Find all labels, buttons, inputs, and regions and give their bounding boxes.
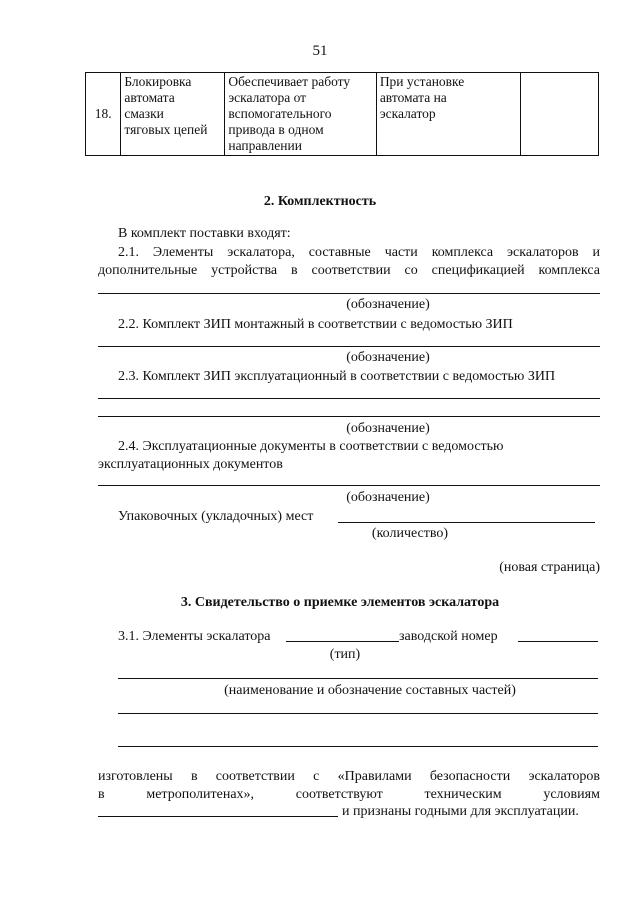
new-page-note: (новая страница) xyxy=(499,560,600,575)
row-function-line: эскалатора от xyxy=(228,90,307,105)
section2-intro: В комплект поставки входят: xyxy=(118,226,291,241)
fill-line xyxy=(286,641,399,642)
quantity-caption: (количество) xyxy=(371,526,449,541)
certificate-text-line3: и признаны годными для эксплуатации. xyxy=(342,804,579,819)
designation-caption: (обозначение) xyxy=(346,421,430,436)
row-name-line: автомата xyxy=(124,90,175,105)
row-function-line: направлении xyxy=(228,138,302,153)
item-2-4-line2: эксплуатационных документов xyxy=(98,457,283,472)
fill-line xyxy=(98,398,600,399)
fill-line xyxy=(118,746,598,747)
type-caption: (тип) xyxy=(329,647,361,662)
certificate-text-line1: изготовлены в соответствии с «Правилами безопасности эскалаторов xyxy=(98,769,600,784)
row-note-cell xyxy=(521,73,599,156)
parts-caption: (наименование и обозначение составных частей) xyxy=(224,683,516,698)
section2-title: 2. Комплектность xyxy=(263,194,377,209)
fill-line xyxy=(98,346,600,347)
word: техническим xyxy=(424,787,502,802)
word: соответствуют xyxy=(295,787,383,802)
item-3-1-prefix: 3.1. Элементы эскалатора xyxy=(118,629,271,644)
row-name-cell xyxy=(121,73,225,156)
fill-line xyxy=(118,713,598,714)
row-condition-line: автомата на xyxy=(379,90,447,105)
item-2-1-line2: дополнительные устройства в соответствии со спецификацией комплекса xyxy=(98,263,600,278)
item-2-2: 2.2. Комплект ЗИП монтажный в соответствии с ведомостью ЗИП xyxy=(118,317,513,332)
packages-label: Упаковочных (укладочных) мест xyxy=(118,509,314,524)
page-number: 51 xyxy=(312,43,328,59)
item-2-4-line1: 2.4. Эксплуатационные документы в соответствии с ведомостью xyxy=(118,439,504,454)
table-row xyxy=(86,73,599,156)
certificate-text-line2 xyxy=(98,786,600,803)
fill-line xyxy=(338,522,595,523)
row-name-line: смазки xyxy=(124,106,164,121)
item-2-1-line1: 2.1. Элементы эскалатора, составные части комплекса эскалаторов и xyxy=(118,245,600,260)
fill-line xyxy=(98,293,600,294)
fill-line xyxy=(98,816,338,817)
fill-line xyxy=(98,416,600,417)
word: в xyxy=(98,787,105,802)
designation-caption: (обозначение) xyxy=(346,297,430,312)
fill-line xyxy=(118,678,598,679)
fill-line xyxy=(98,485,600,486)
row-condition-cell xyxy=(376,73,520,156)
row-condition-line: При установке xyxy=(379,74,465,89)
designation-caption: (обозначение) xyxy=(346,350,430,365)
word: условиям xyxy=(543,787,600,802)
row-function-line: привода в одном xyxy=(228,122,324,137)
row-function-line: Обеспечивает работу xyxy=(228,74,351,89)
item-2-3: 2.3. Комплект ЗИП эксплуатационный в соответствии с ведомостью ЗИП xyxy=(118,369,556,384)
designation-caption: (обозначение) xyxy=(346,490,430,505)
row-condition-line: эскалатор xyxy=(379,106,436,121)
section3-title: 3. Свидетельство о приемке элементов эскалатора xyxy=(180,595,500,610)
word: метрополитенах», xyxy=(146,787,255,802)
factory-number-label: заводской номер xyxy=(399,629,498,644)
row-name-line: тяговых цепей xyxy=(124,122,208,137)
specification-table xyxy=(85,72,599,156)
row-function-cell xyxy=(225,73,376,156)
fill-line xyxy=(518,641,598,642)
row-function-line: вспомогательного xyxy=(228,106,332,121)
row-name-line: Блокировка xyxy=(124,74,192,89)
row-number: 18. xyxy=(86,73,121,156)
